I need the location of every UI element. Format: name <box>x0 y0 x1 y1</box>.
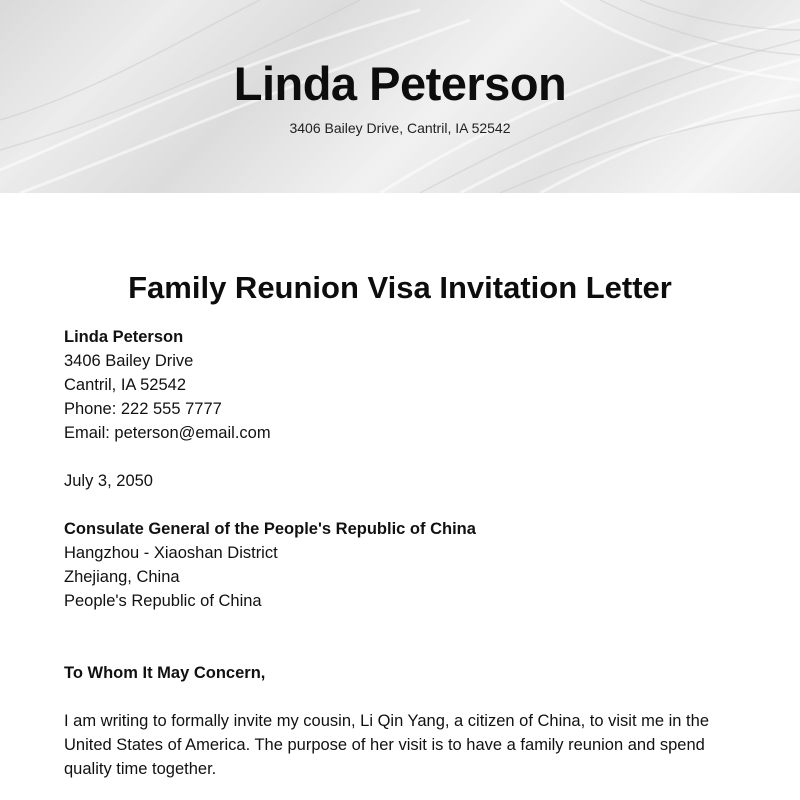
letterhead <box>0 0 800 193</box>
sender-email: Email: peterson@email.com <box>64 424 271 442</box>
letterhead-address: 3406 Bailey Drive, Cantril, IA 52542 <box>289 120 511 136</box>
letter-title: Family Reunion Visa Invitation Letter <box>128 270 672 305</box>
recipient-line1: Hangzhou - Xiaoshan District <box>64 544 278 562</box>
recipient-block <box>64 517 476 613</box>
sender-block <box>64 325 271 445</box>
sender-phone: Phone: 222 555 7777 <box>64 400 222 418</box>
letterhead-name: Linda Peterson <box>233 57 567 110</box>
date-text: July 3, 2050 <box>64 472 153 490</box>
salutation <box>64 661 265 685</box>
recipient-name: Consulate General of the People's Republic of China <box>64 520 476 538</box>
recipient-line2: Zhejiang, China <box>64 568 180 586</box>
body-paragraph: I am writing to formally invite my cousin, Li Qin Yang, a citizen of China, to visit me in the United States of America. The purpose of her visit is to have a family reunion and spend quality time together. <box>64 712 709 778</box>
sender-street: 3406 Bailey Drive <box>64 352 194 370</box>
recipient-line3: People's Republic of China <box>64 592 262 610</box>
letter-date <box>64 469 153 493</box>
salutation-text: To Whom It May Concern, <box>64 664 266 682</box>
sender-name: Linda Peterson <box>64 328 184 346</box>
sender-city: Cantril, IA 52542 <box>64 376 186 394</box>
